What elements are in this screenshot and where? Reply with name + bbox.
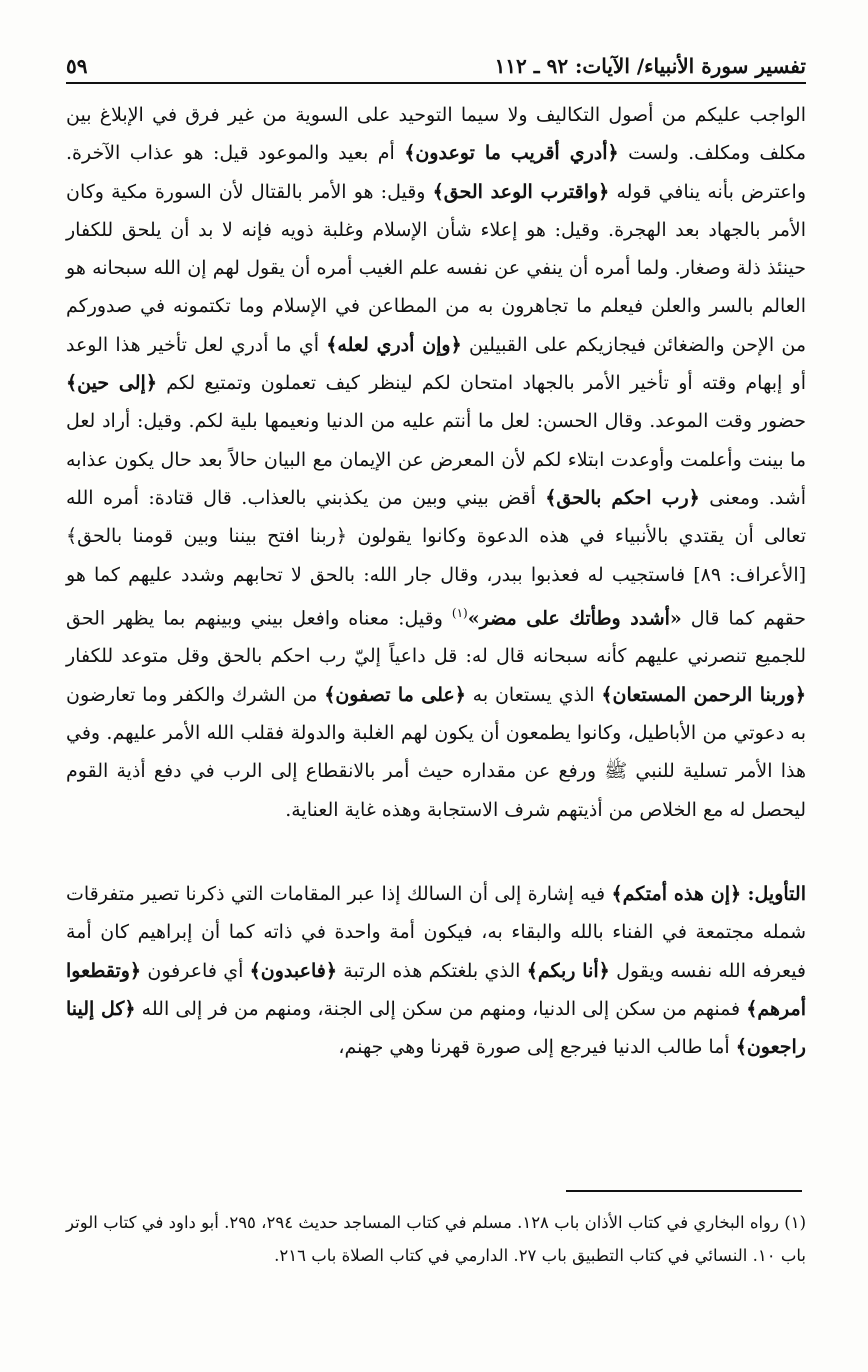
text-run: أما طالب الدنيا فيرجع إلى صورة قهرنا وهي جهنم،: [338, 1036, 736, 1059]
section-lead: التأويل:: [747, 882, 806, 905]
quran-quote: ﴿فاعبدون﴾: [249, 959, 337, 982]
footnote-text: (١) رواه البخاري في كتاب الأذان باب ١٢٨. مسلم في كتاب المساجد حديث ٢٩٤، ٢٩٥. أبو داود في كتاب الوتر باب ١٠. النسائي في كتاب التطبيق باب ٢٧. الدارمي في كتاب الصلاة باب ٢١٦.: [66, 1213, 806, 1265]
text-run: وقيل: هو الأمر بالقتال لأن السورة مكية وكان الأمر بالجهاد بعد الهجرة. وقيل: هو إعلاء شأن الإسلام وغلبة ذويه فإنه لا بد أن يلحق للكفار حينئذ ذلة وصغار. ولما أمره أن ينفي عن نفسه علم الغيب أمره أن يقول لهم إن الله سبحانه هو العالم بالسر والعلن فيعلم ما تجاهرون به من المطاعن في الإسلام وما تكتمونه في صدوركم من الإحن والضغائن فيجازيكم على القبيلين: [66, 180, 807, 356]
quran-quote: ﴿كل إلينا راجعون﴾: [66, 997, 806, 1059]
quran-quote: ﴿على ما تصفون﴾: [324, 683, 466, 706]
text-run: فيه إشارة إلى أن السالك إذا عبر المقامات التي ذكرنا تصير متفرقات شمله مجتمعة في الفناء بالله والبقاء به، فيكون أمة واحدة في ذاته كما أن إبراهيم كان أمة فيعرفه الله نفسه ويقول: [66, 882, 807, 982]
paragraph-gap: [66, 829, 806, 875]
quran-quote: ﴿إلى حين﴾: [66, 372, 157, 395]
text-run: الواجب عليكم من أصول التكاليف ولا سيما التوحيد على السوية من غير فرق في الإبلاغ بين مكلف ومكلف. ولست: [66, 104, 806, 165]
page-number: ٥٩: [66, 54, 88, 78]
footnote: [66, 1206, 806, 1272]
quran-quote: ﴿ربنا افتح بيننا وبين قومنا بالحق﴾: [66, 525, 347, 548]
running-title: تفسير سورة الأنبياء/ الآيات: ٩٢ ـ ١١٢: [494, 54, 806, 78]
footnote-separator: [566, 1190, 802, 1192]
text-run: فمنهم من سكن إلى الدنيا، ومنهم من سكن إلى الجنة، ومنهم من فر إلى الله: [135, 997, 747, 1020]
text-run: حضور وقت الموعد. وقال الحسن: لعل ما أنتم عليه من الدنيا ونعيمها بلية لكم. وقيل: أراد لعل ما بينت وأعلمت وأوعدت ابتلاء لكم لأن المعرض عن الإيمان مع البيان حالاً بعد حال يكون عذابه أشد. ومعنى: [66, 410, 806, 509]
text-run: أي ما أدري لعل تأخير هذا الوعد أو إبهام وقته أو تأخير الأمر بالجهاد امتحان لكم لينظر كيف تعملون وتمتيع لكم: [66, 333, 806, 395]
text-run: الذي يستعان به: [465, 683, 602, 706]
text-run: أم بعيد والموعود قيل: هو عذاب الآخرة. واعترض بأنه ينافي قوله: [66, 142, 806, 203]
text-run: وقيل: معناه وافعل بيني وبينهم بما يظهر الحق للجميع تنصرني عليهم كأنه سبحانه قال له: قل داعياً إليّ رب احكم بالحق وقل متوعد للكفار: [66, 607, 806, 668]
running-header: [66, 40, 806, 84]
quran-quote: ﴿وإن أدري لعله﴾: [326, 333, 462, 356]
text-run: من الشرك والكفر وما تعارضون به دعوتي من الأباطيل، وكانوا يطمعون أن يكون لهم الغلبة والدولة فقلب الله الأمر عليهم. وفي هذا الأمر تسلية للنبي ﷺ ورفع عن مقداره حيث أمر بالانقطاع إلى الرب في دفع أذية القوم ليحصل له مع الخلاص من أذيتهم شرف الاستجابة وهذه غاية العناية.: [66, 683, 806, 821]
quran-quote: ﴿أدري أقريب ما توعدون﴾: [404, 142, 619, 165]
quran-quote: ﴿وربنا الرحمن المستعان﴾: [601, 683, 806, 706]
quran-quote: ﴿واقترب الوعد الحق﴾: [432, 180, 610, 203]
quran-quote: ﴿وتقطعوا أمرهم﴾: [66, 959, 806, 1020]
quran-quote: ﴿أنا ربكم﴾: [526, 959, 610, 982]
main-text: [66, 96, 806, 1066]
text-run: الذي بلغتكم هذه الرتبة: [336, 959, 527, 982]
quran-quote: ﴿رب احكم بالحق﴾: [545, 486, 700, 509]
hadith-quote: «أشدد وطأتك على مضر»: [467, 607, 682, 630]
footnote-reference: (١): [451, 605, 468, 620]
paragraph-commentary: [66, 96, 806, 829]
text-run: [الأعراف: ٨٩] فاستجيب له فعذبوا ببدر، وقال جار الله: بالحق لا تحابهم وشدد عليهم كما هو حقهم كما قال: [66, 563, 807, 630]
quran-quote: ﴿إن هذه أمتكم﴾: [611, 882, 742, 905]
text-run: أي فاعرفون: [141, 959, 250, 982]
text-run: أقض بيني وبين من يكذبني بالعذاب. قال قتادة: أمره الله تعالى أن يقتدي بالأنبياء في هذه الدعوة وكانوا يقولون: [66, 486, 806, 548]
paragraph-tawil: [66, 875, 806, 1066]
